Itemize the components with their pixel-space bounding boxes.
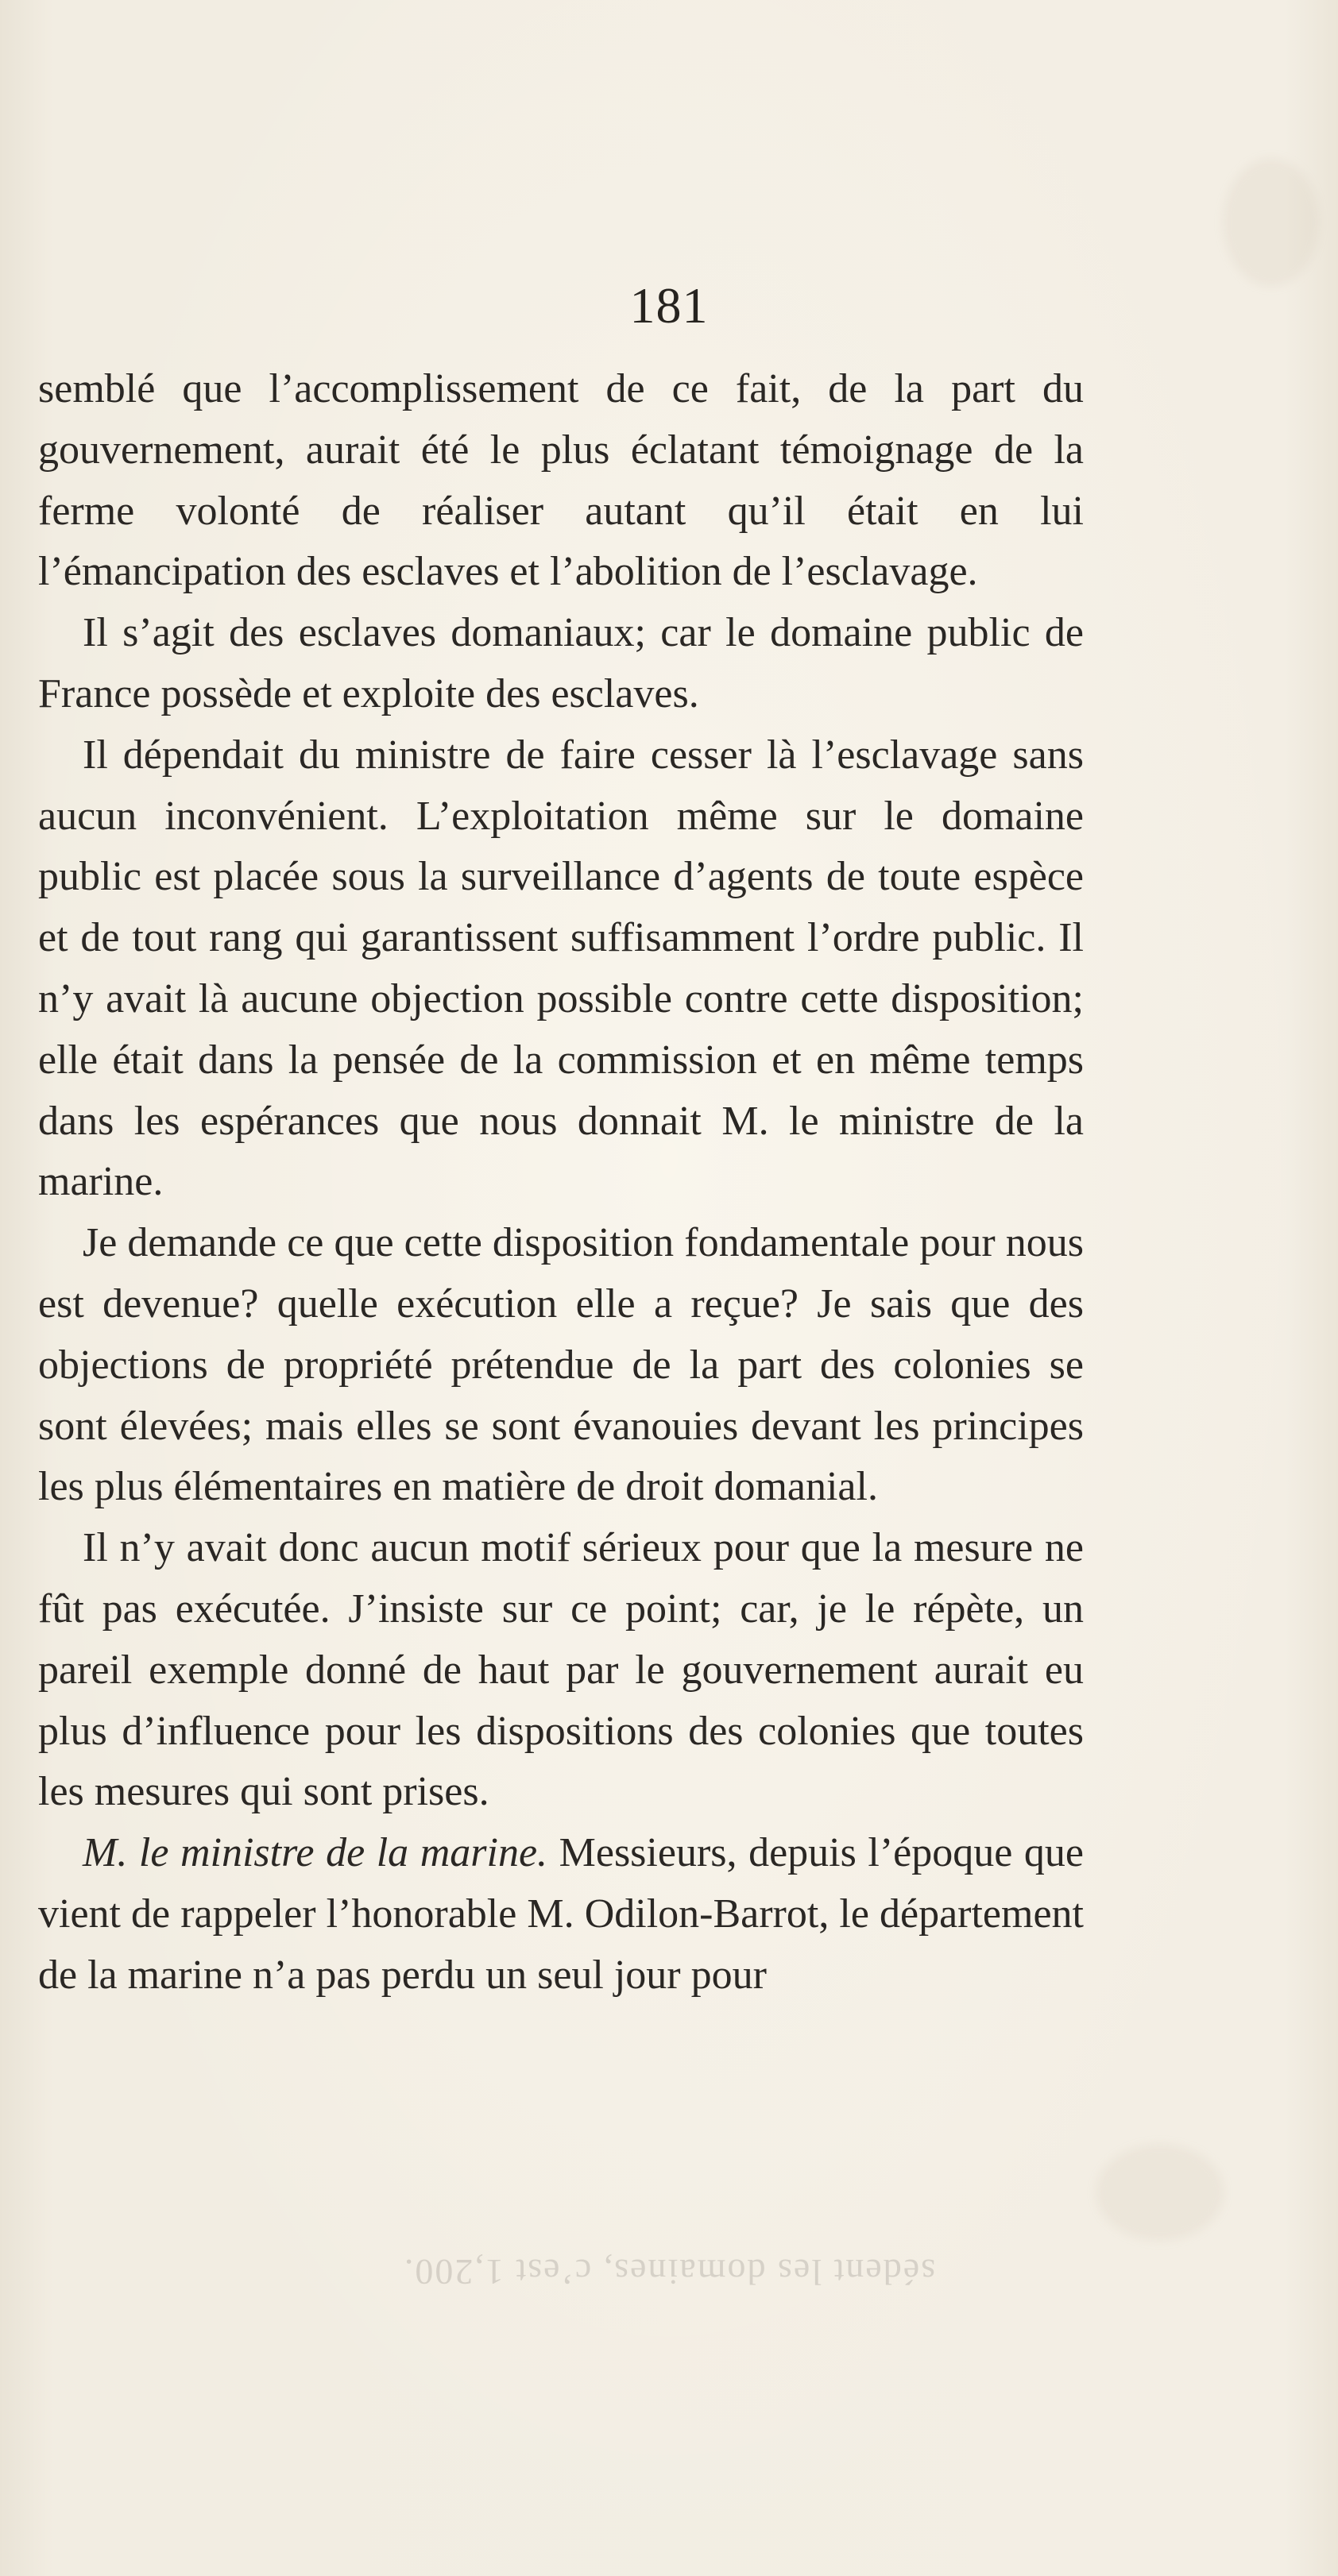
body-text <box>38 359 1084 2006</box>
paragraph: Il n’y avait donc aucun motif sérieux pour que la mesure ne fût pas exécutée. J’insiste sur ce point; car, je le répète, un pareil exemple donné de haut par le gouvernement aurait eu plus d’influence pour les dispositions des colonies que toutes les mesures qui sont prises. <box>38 1525 1084 1815</box>
paragraph: semblé que l’accomplissement de ce fait, de la part du gouvernement, aurait été le plus éclatant témoignage de la ferme volonté de réaliser autant qu’il était en lui l’émancipation des esclaves et l’abolition de l’esclavage. <box>38 366 1084 595</box>
paragraph <box>38 1823 1084 2006</box>
speaker-name: M. le ministre de la marine. <box>83 1830 548 1876</box>
paragraph: Il dépendait du ministre de faire cesser là l’esclavage sans aucun inconvénient. L’exploitation même sur le domaine public est placée sous la surveillance d’agents de toute espèce et de tout rang qui garantissent suffisamment l’ordre public. Il n’y avait là aucune objection possible contre cette disposition; elle était dans la pensée de la commission et en même temps dans les espérances que nous donnait M. le ministre de la marine. <box>38 732 1084 1205</box>
paragraph: Je demande ce que cette disposition fondamentale pour nous est devenue? quelle exécution elle a reçue? Je sais que des objections de propriété prétendue de la part des colonies se sont élevées; mais elles se sont évanouies devant les principes les plus élémentaires en matière de droit domanial. <box>38 1220 1084 1510</box>
paragraph: Il s’agit des esclaves domaniaux; car le domaine public de France possède et exploite des esclaves. <box>38 610 1084 716</box>
paper-stain <box>1096 2145 1224 2240</box>
paper-stain <box>1224 159 1319 286</box>
page-number: 181 <box>629 277 709 334</box>
speech-text: Messieurs, depuis l’époque que vient de rappeler l’honorable M. Odilon-Barrot, le département de la marine n’a pas perdu un seul jour pour <box>38 1830 1084 1998</box>
bleed-through-text: sédent les domaines, c’est 1,200. <box>402 2252 936 2292</box>
